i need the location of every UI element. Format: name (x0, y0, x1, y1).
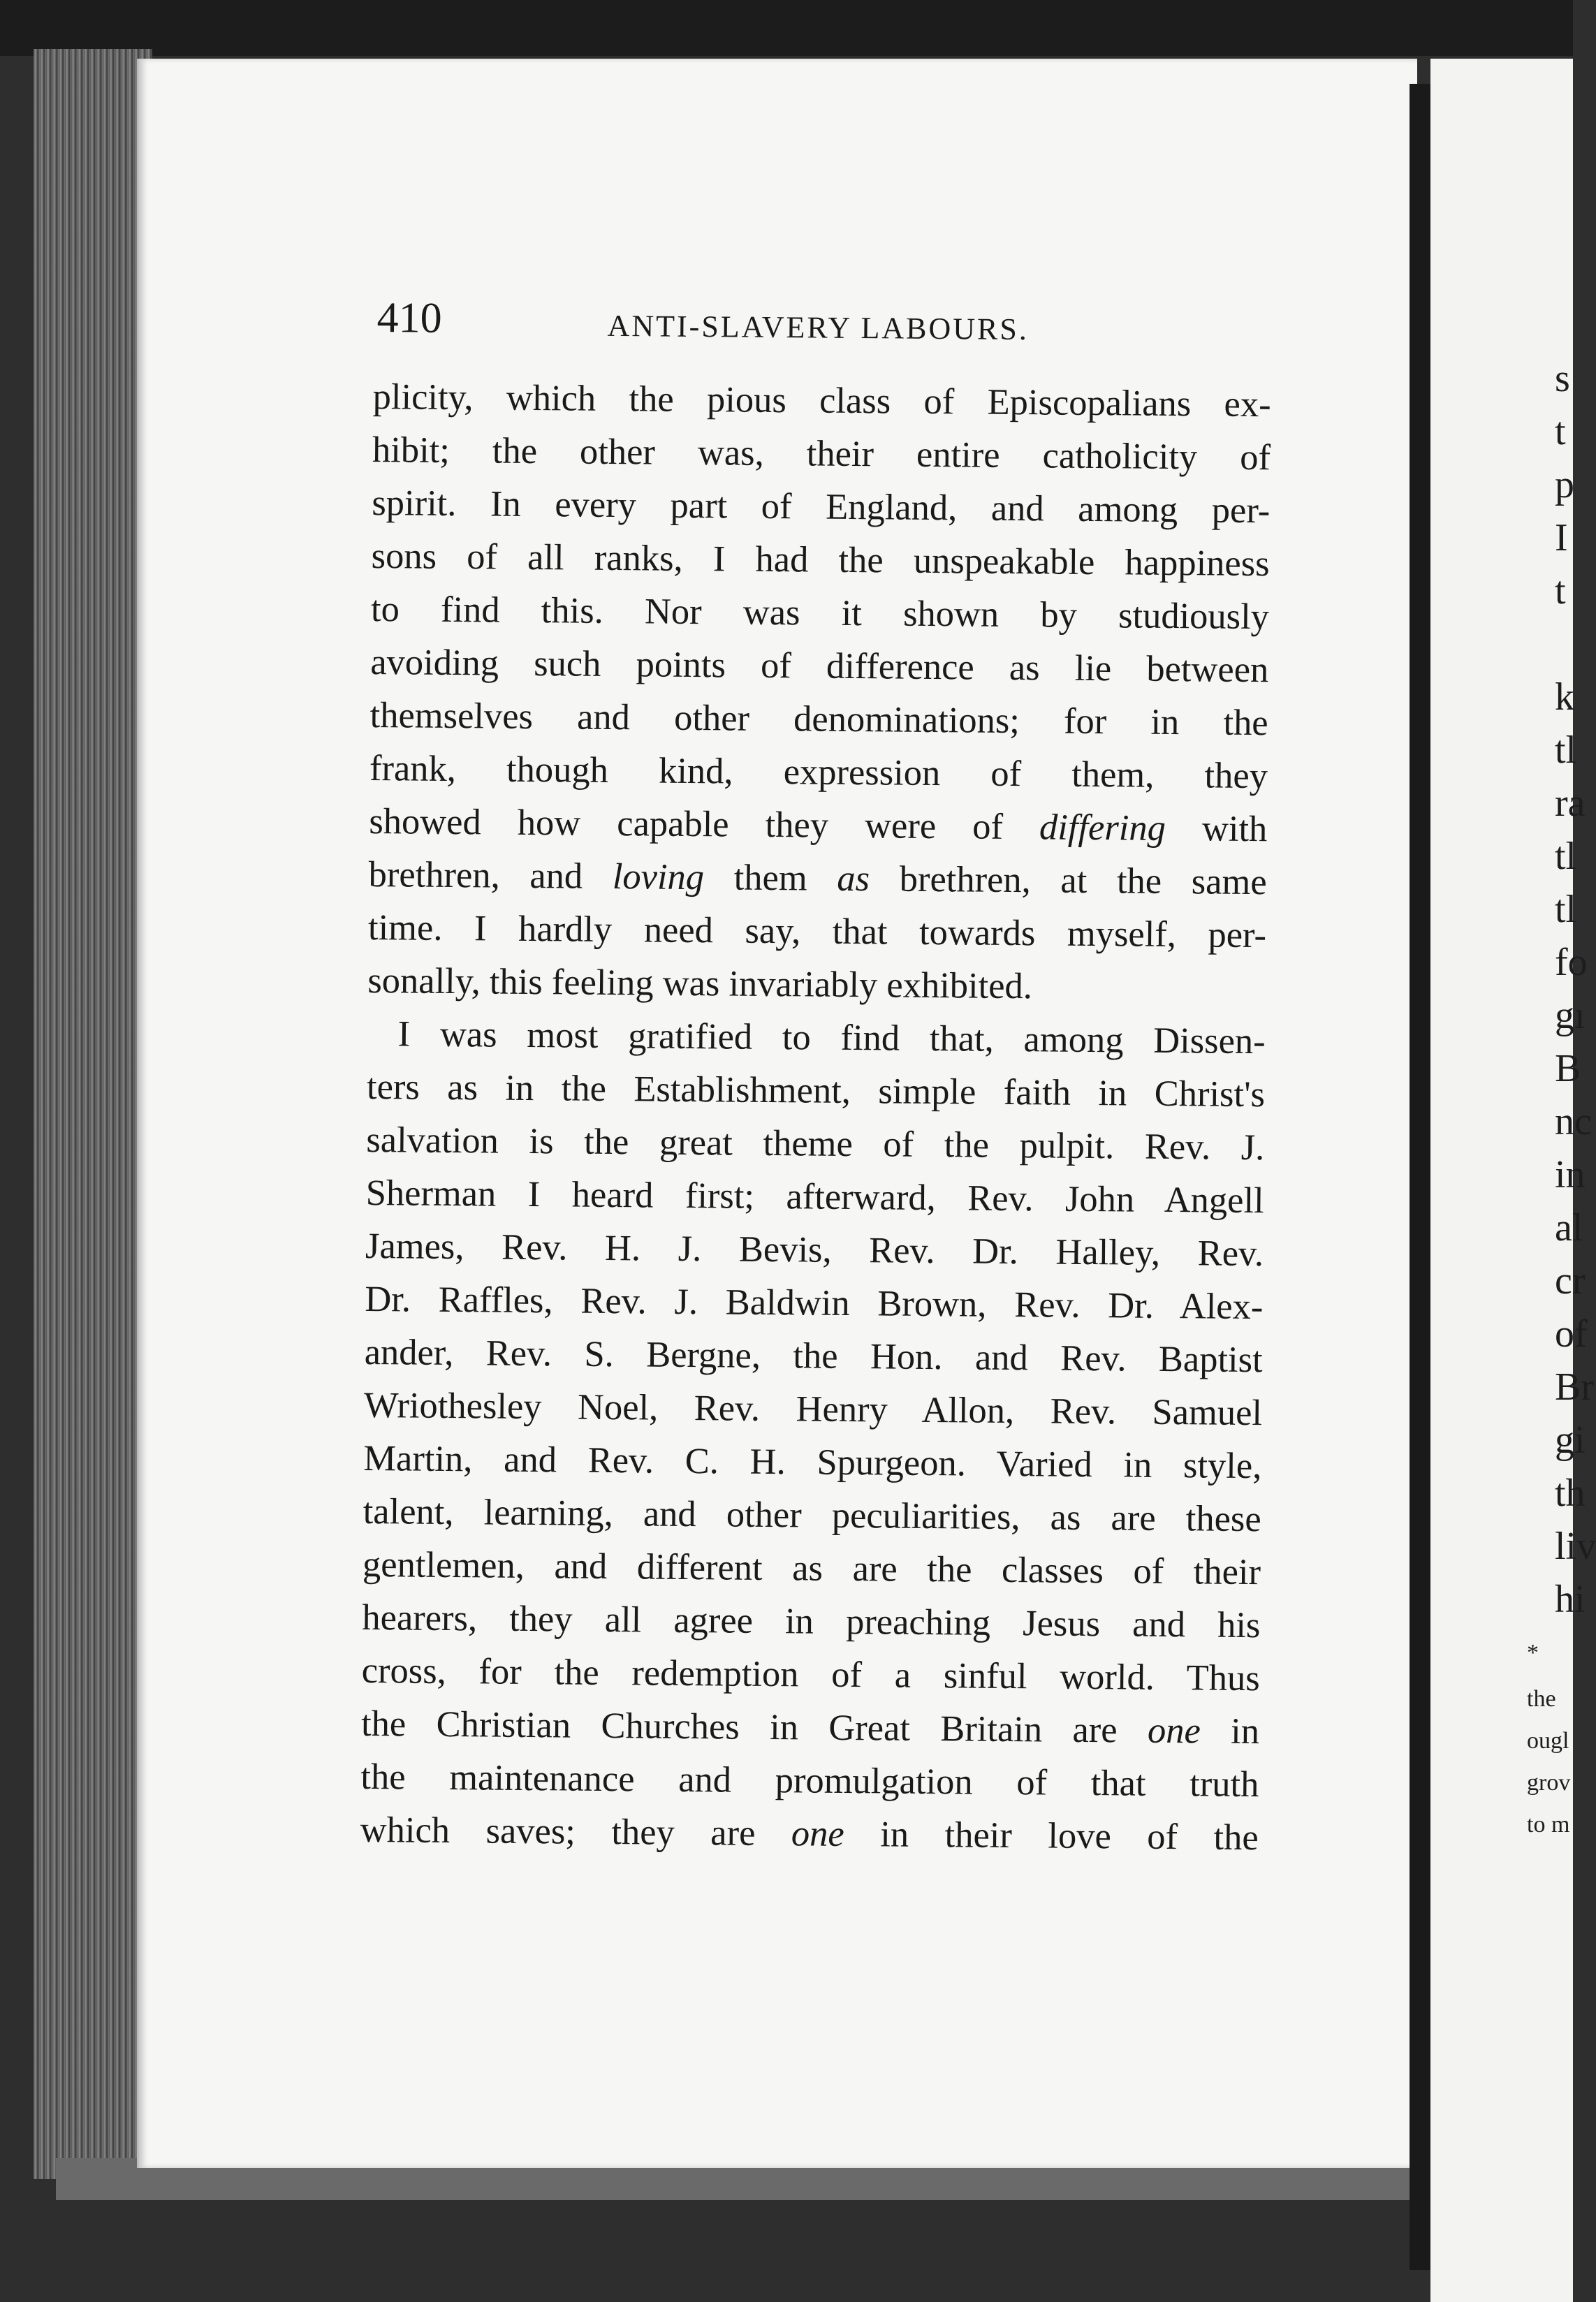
text-segment: ander, Rev. S. Bergne, the Hon. and Rev. Baptist (364, 1331, 1263, 1381)
facing-page-text: tl (1555, 728, 1577, 772)
book-gutter (1410, 84, 1430, 2270)
facing-page-text: al (1555, 1206, 1583, 1249)
facing-page-text: B (1555, 1047, 1581, 1090)
text-segment: plicity, which the pious class of Episcopalians ex- (372, 376, 1271, 425)
text-segment: brethren, at the same (869, 858, 1267, 903)
facing-page-text: p (1555, 463, 1574, 506)
page-header (376, 293, 1313, 372)
text-line (368, 901, 1267, 962)
facing-page-text: tl (1555, 835, 1577, 878)
text-segment: sonally, this feeling was invariably exhibited. (367, 960, 1033, 1007)
text-line (366, 1113, 1265, 1174)
text-segment: Dr. Raffles, Rev. J. Baldwin Brown, Rev. Dr. Alex- (365, 1278, 1264, 1328)
text-line (361, 1644, 1260, 1705)
text-segment: which saves; they are (360, 1809, 792, 1854)
text-segment: showed how capable they were of (369, 800, 1040, 848)
text-line (364, 1326, 1263, 1386)
italic-text: one (1147, 1710, 1201, 1752)
facing-page-text: the (1527, 1686, 1556, 1712)
text-line (369, 689, 1268, 749)
text-line (370, 636, 1269, 696)
facing-page-text: cr (1555, 1259, 1586, 1303)
text-segment: Wriothesley Noel, Rev. Henry Allon, Rev. Samuel (363, 1384, 1263, 1434)
text-line (365, 1166, 1264, 1227)
text-segment: them (703, 857, 837, 899)
text-segment: spirit. In every part of England, and among per- (372, 482, 1271, 531)
italic-text: differing (1039, 807, 1166, 849)
text-line (369, 795, 1268, 856)
text-line (368, 848, 1267, 909)
text-segment: brethren, and (368, 853, 613, 897)
text-segment: salvation is the great theme of the pulpit. Rev. J. (366, 1119, 1265, 1168)
facing-page-text: liv (1555, 1525, 1596, 1568)
text-line (363, 1485, 1261, 1546)
body-text (360, 370, 1271, 1864)
facing-page-text: grov (1527, 1770, 1571, 1796)
text-line (367, 954, 1266, 1015)
text-line (360, 1803, 1259, 1864)
text-line (360, 1750, 1259, 1811)
text-line (371, 529, 1270, 590)
text-segment: time. I hardly need say, that towards myself, per- (367, 907, 1267, 956)
facing-page-fragment (1430, 59, 1596, 2302)
text-line (372, 423, 1271, 484)
text-segment: the Christian Churches in Great Britain are (360, 1703, 1148, 1751)
italic-text: loving (612, 856, 705, 898)
text-line (372, 370, 1271, 431)
text-line (362, 1591, 1261, 1652)
facing-page-text: fo (1555, 941, 1588, 984)
facing-page-text: t (1555, 569, 1566, 613)
text-segment: gentlemen, and different as are the classes of their (362, 1544, 1261, 1593)
text-segment: hearers, they all agree in preaching Jesus and his (362, 1597, 1261, 1646)
text-segment: James, Rev. H. J. Bevis, Rev. Dr. Halley, Rev. (365, 1225, 1264, 1275)
text-line (367, 1060, 1266, 1121)
italic-text: one (791, 1813, 845, 1854)
facing-page-text: ougl (1527, 1728, 1569, 1754)
text-segment: Martin, and Rev. C. H. Spurgeon. Varied in style, (363, 1437, 1262, 1487)
scan-background-top (0, 0, 1573, 56)
facing-page-text: * (1527, 1640, 1539, 1666)
text-segment: cross, for the redemption of a sinful world. Thus (361, 1650, 1260, 1699)
text-line (364, 1379, 1263, 1439)
facing-page-text: gı (1555, 994, 1586, 1037)
text-segment: avoiding such points of difference as lie between (370, 641, 1269, 691)
italic-text: as (837, 858, 870, 900)
text-segment: ters as in the Establishment, simple faith in Christ's (366, 1066, 1266, 1115)
text-line (363, 1538, 1261, 1599)
facing-page-text: ra (1555, 782, 1586, 825)
facing-page-text: s (1555, 357, 1570, 400)
text-segment: the maintenance and promulgation of that truth (360, 1756, 1259, 1805)
page-number: 410 (376, 293, 442, 342)
running-head: ANTI-SLAVERY LABOURS. (607, 308, 1030, 347)
text-segment: with (1165, 807, 1268, 850)
facing-page-text: hi (1555, 1578, 1586, 1621)
text-segment: themselves and other denominations; for in the (369, 694, 1268, 744)
text-line (361, 1697, 1260, 1758)
facing-page-text: I (1555, 516, 1568, 559)
facing-page-text: k (1555, 675, 1574, 719)
facing-page-text: nc (1555, 1100, 1592, 1143)
text-line (365, 1273, 1264, 1333)
text-segment: in (1200, 1710, 1260, 1752)
text-line (365, 1219, 1264, 1280)
text-segment: sons of all ranks, I had the unspeakable happiness (371, 535, 1270, 585)
text-segment: talent, learning, and other peculiarities, as are these (363, 1490, 1261, 1540)
text-segment: to find this. Nor was it shown by studiously (370, 588, 1270, 638)
facing-page-text: Br (1555, 1365, 1594, 1409)
facing-page-text: of (1555, 1312, 1588, 1356)
text-line (363, 1432, 1262, 1493)
facing-page-text: in (1555, 1153, 1586, 1196)
facing-page-text: th (1555, 1472, 1586, 1515)
facing-page-text: tl (1555, 888, 1577, 931)
text-segment: frank, though kind, expression of them, they (369, 747, 1268, 797)
text-line (369, 742, 1268, 802)
text-segment: Sherman I heard first; afterward, Rev. John Angell (365, 1172, 1264, 1222)
facing-page-text: to m (1527, 1812, 1570, 1838)
text-segment: hibit; the other was, their entire catholicity of (372, 429, 1271, 478)
text-segment: in their love of the (844, 1813, 1259, 1859)
facing-page-text: gi (1555, 1418, 1586, 1462)
facing-page-text: t (1555, 410, 1566, 453)
text-line (367, 1007, 1266, 1068)
text-segment: I was most gratified to find that, among Dissen- (397, 1013, 1266, 1062)
text-line (372, 476, 1271, 537)
book-page-edges (34, 49, 152, 2179)
text-line (371, 582, 1270, 643)
